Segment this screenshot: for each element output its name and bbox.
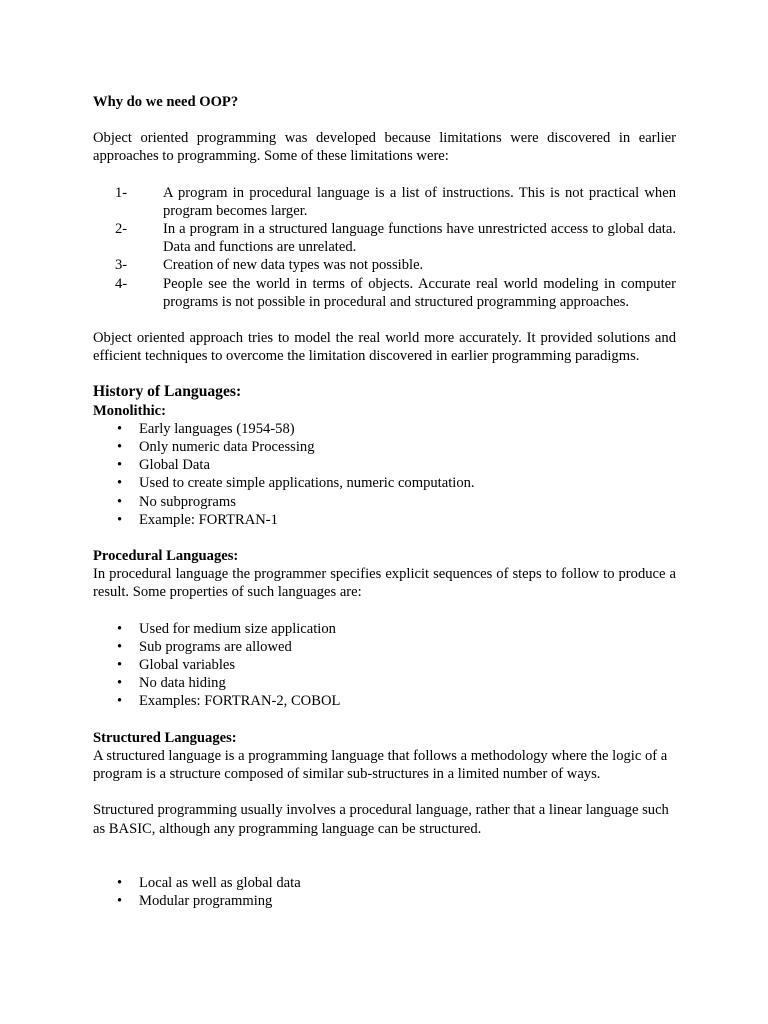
list-text: In a program in a structured language functions have unrestricted access to global data. Data and functions are unrelated. — [163, 221, 676, 256]
list-number: 2- — [115, 221, 128, 238]
list-item — [93, 275, 676, 311]
list-text: Used for medium size application — [139, 620, 336, 637]
list-text: Examples: FORTRAN-2, COBOL — [139, 693, 341, 710]
structured-list — [93, 874, 676, 910]
list-text: Global Data — [139, 457, 210, 474]
list-text: Global variables — [139, 657, 236, 674]
list-text: No data hiding — [139, 675, 226, 692]
paragraph-procedural: In procedural language the programmer specifies explicit sequences of steps to follow to produce a result. Some properties of such languages are: — [93, 566, 676, 601]
list-item — [93, 493, 676, 511]
bullet-icon: • — [117, 675, 123, 692]
list-item — [93, 674, 676, 692]
list-item — [93, 638, 676, 656]
list-item — [93, 656, 676, 674]
bullet-icon: • — [117, 439, 123, 456]
list-text: Modular programming — [139, 892, 273, 909]
list-item — [93, 892, 676, 910]
list-item — [93, 438, 676, 456]
paragraph-structured-2: Structured programming usually involves a procedural language, rather that a linear language such as BASIC, although any programming language can be structured. — [93, 802, 669, 837]
list-item — [93, 874, 676, 892]
list-text: No subprograms — [139, 493, 236, 510]
list-text: Creation of new data types was not possible. — [163, 257, 424, 274]
monolithic-list — [93, 420, 676, 529]
list-text: Local as well as global data — [139, 874, 301, 891]
list-text: Used to create simple applications, numeric computation. — [139, 475, 475, 492]
heading-structured: Structured Languages: — [93, 729, 237, 746]
list-item — [93, 474, 676, 492]
list-item — [93, 420, 676, 438]
bullet-icon: • — [117, 620, 123, 637]
bullet-icon: • — [117, 475, 123, 492]
list-number: 3- — [115, 257, 128, 274]
procedural-list — [93, 620, 676, 711]
list-number: 1- — [115, 184, 128, 201]
list-text: Only numeric data Processing — [139, 439, 315, 456]
bullet-icon: • — [117, 493, 123, 510]
list-text: People see the world in terms of objects. Accurate real world modeling in computer programs is not possible in procedural and structured programming approaches. — [163, 275, 676, 310]
paragraph-structured-1: A structured language is a programming language that follows a methodology where the logic of a program is a structure composed of similar sub-structures in a limited number of ways. — [93, 747, 668, 783]
heading-monolithic: Monolithic: — [93, 402, 166, 419]
list-text: Sub programs are allowed — [139, 638, 292, 655]
list-item — [93, 220, 676, 256]
bullet-icon: • — [117, 892, 123, 909]
bullet-icon: • — [117, 657, 123, 674]
paragraph-intro: Object oriented programming was developed because limitations were discovered in earlier approaches to programming. Some of these limitations were: — [93, 130, 676, 165]
limitations-list — [93, 184, 676, 311]
list-text: Early languages (1954-58) — [139, 420, 295, 437]
heading-history: History of Languages: — [93, 383, 242, 401]
list-item — [93, 456, 676, 474]
document-body — [93, 93, 676, 910]
bullet-icon: • — [117, 693, 123, 710]
list-item — [93, 511, 676, 529]
list-item — [93, 692, 676, 710]
bullet-icon: • — [117, 511, 123, 528]
list-text: Example: FORTRAN-1 — [139, 511, 278, 528]
list-item — [93, 256, 676, 274]
list-item — [93, 620, 676, 638]
bullet-icon: • — [117, 874, 123, 891]
bullet-icon: • — [117, 420, 123, 437]
list-item — [93, 184, 676, 220]
bullet-icon: • — [117, 638, 123, 655]
list-number: 4- — [115, 275, 128, 292]
heading-procedural: Procedural Languages: — [93, 548, 239, 565]
heading-why-oop: Why do we need OOP? — [93, 94, 239, 110]
paragraph-conclusion: Object oriented approach tries to model the real world more accurately. It provided solutions and efficient techniques to overcome the limitation discovered in earlier programming paradigms. — [93, 330, 676, 365]
bullet-icon: • — [117, 457, 123, 474]
list-text: A program in procedural language is a list of instructions. This is not practical when program becomes larger. — [163, 184, 676, 219]
